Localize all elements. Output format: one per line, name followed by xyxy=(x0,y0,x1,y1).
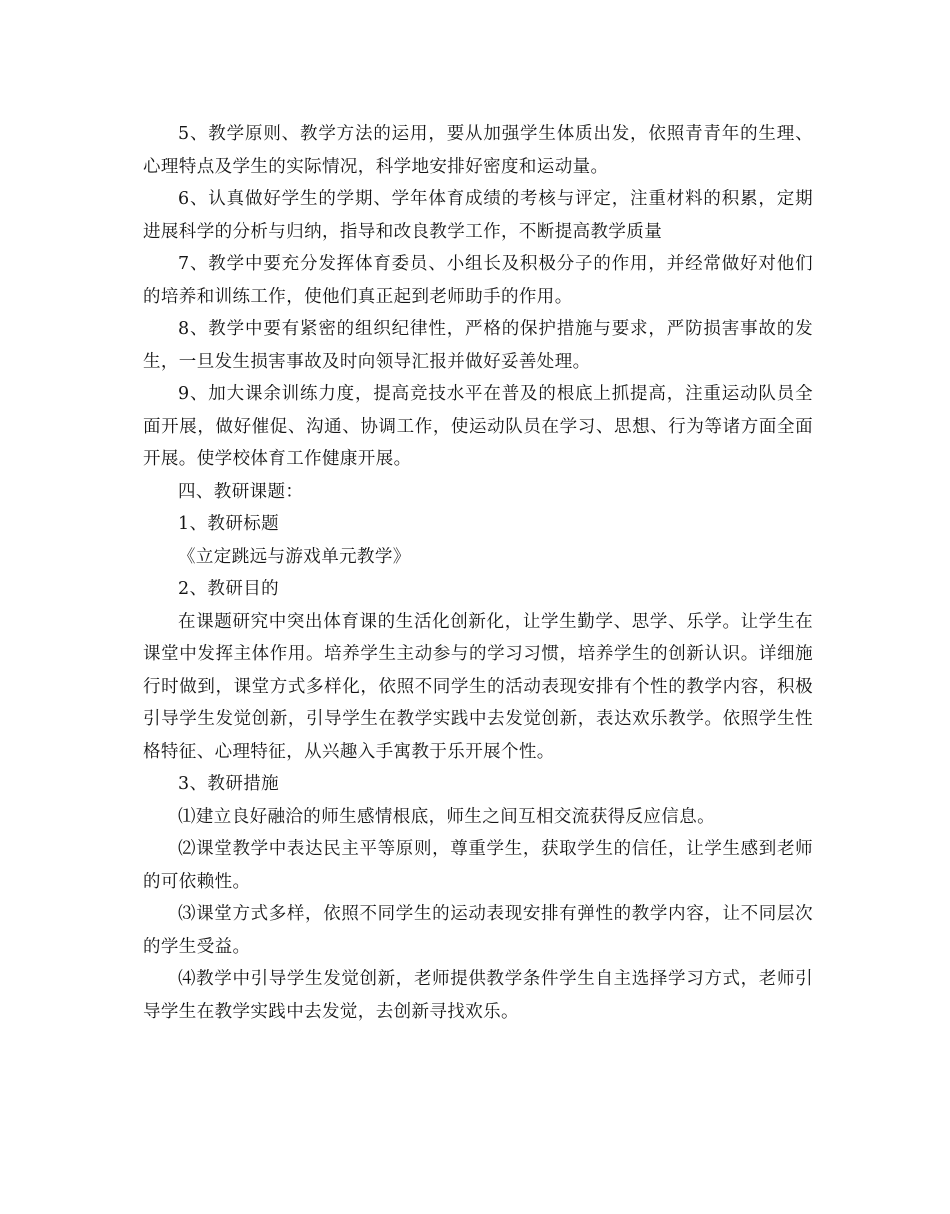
section-heading: 四、教研课题： xyxy=(178,481,304,502)
subheading-measures: 3、教研措施 xyxy=(178,774,280,794)
subheading-title: 1、教研标题 xyxy=(178,514,280,534)
measure-item-2: ⑵课堂教学中表达民主平等原则，尊重学生，获取学生的信任，让学生感到老师的可依赖性。 xyxy=(143,839,813,892)
purpose-paragraph: 在课题研究中突出体育课的生活化创新化，让学生勤学、思学、乐学。让学生在课堂中发挥主体作用。培养学生主动参与的学习习惯，培养学生的创新认识。详细施行时做到，课堂方式多样化，依照不同学生的活动表现安排有个性的教学内容，积极引导学生发觉创新，引导学生在教学实践中去发觉创新，表达欢乐教学。依照学生性格特征、心理特征，从兴趣入手寓教于乐开展个性。 xyxy=(143,611,813,762)
measure-item-4: ⑷教学中引导学生发觉创新，老师提供教学条件学生自主选择学习方式，老师引导学生在教学实践中去发觉，去创新寻找欢乐。 xyxy=(143,969,813,1022)
paragraph-item-9: 9、加大课余训练力度，提高竞技水平在普及的根底上抓提高，注重运动队员全面开展，做好催促、沟通、协调工作，使运动队员在学习、思想、行为等诸方面全面开展。使学校体育工作健康开展。 xyxy=(143,384,813,469)
measure-item-1: ⑴建立良好融洽的师生感情根底，师生之间互相交流获得反应信息。 xyxy=(178,806,715,827)
paragraph-item-7: 7、教学中要充分发挥体育委员、小组长及积极分子的作用，并经常做好对他们的培养和训练工作，使他们真正起到老师助手的作用。 xyxy=(143,254,813,307)
subheading-purpose: 2、教研目的 xyxy=(178,579,280,599)
paragraph-item-5: 5、教学原则、教学方法的运用，要从加强学生体质出发，依照青青年的生理、心理特点及学生的实际情况，科学地安排好密度和运动量。 xyxy=(143,124,813,177)
document-body xyxy=(143,118,813,1028)
paragraph-item-8: 8、教学中要有紧密的组织纪律性，严格的保护措施与要求，严防损害事故的发生，一旦发生损害事故及时向领导汇报并做好妥善处理。 xyxy=(143,319,813,372)
research-title: 《立定跳远与游戏单元教学》 xyxy=(178,546,411,567)
paragraph-item-6: 6、认真做好学生的学期、学年体育成绩的考核与评定，注重材料的积累，定期进展科学的分析与归纳，指导和改良教学工作，不断提高教学质量 xyxy=(143,189,813,242)
measure-item-3: ⑶课堂方式多样，依照不同学生的运动表现安排有弹性的教学内容，让不同层次的学生受益。 xyxy=(143,904,813,957)
